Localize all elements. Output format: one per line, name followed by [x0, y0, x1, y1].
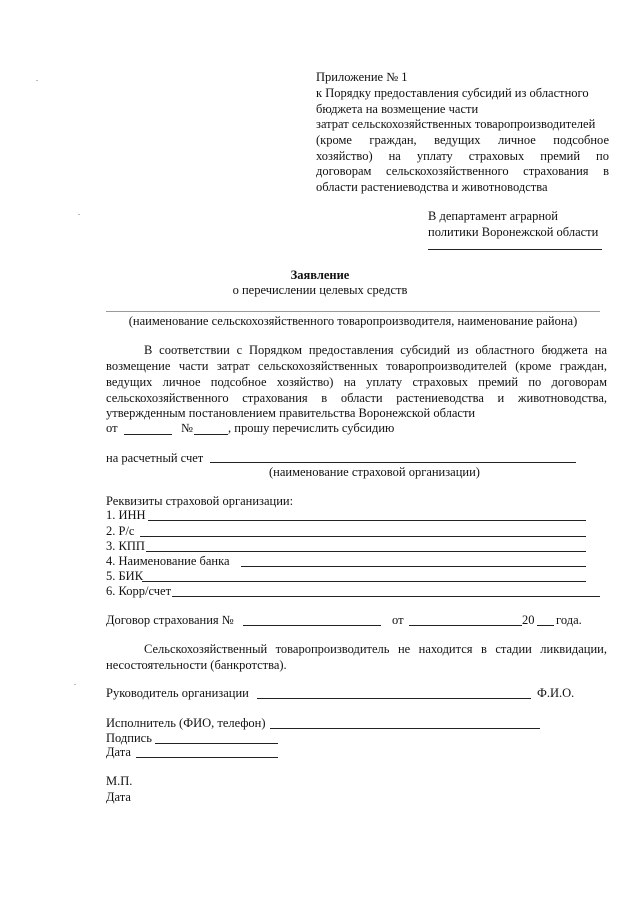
addressee-line: политики Воронежской области — [428, 225, 599, 239]
resolution-tail: , прошу перечислить субсидию — [228, 421, 395, 435]
paragraph-line: возмещение части затрат сельскохозяйственных товаропроизводителей (кроме граждан, — [106, 359, 607, 373]
account-label: на расчетный счет — [106, 451, 204, 465]
head-fio-label: Ф.И.О. — [537, 686, 575, 700]
paragraph-line: сельскохозяйственного страхования в области растениеводства и животноводства, — [106, 391, 607, 405]
appendix-line: бюджета на возмещение части — [316, 102, 479, 116]
statement-line: Сельскохозяйственный товаропроизводитель не находится в стадии ликвидации, — [144, 642, 607, 656]
contract-from-label: от — [392, 613, 404, 627]
executor-field[interactable] — [270, 728, 540, 729]
account-field[interactable] — [210, 462, 576, 463]
bik-field[interactable] — [142, 581, 586, 582]
appendix-line: затрат сельскохозяйственных товаропроизводителей — [316, 117, 596, 131]
resolution-from-label: от — [106, 421, 118, 435]
kpp-field[interactable] — [146, 551, 586, 552]
bank-name-field[interactable] — [241, 566, 586, 567]
contract-label: Договор страхования № — [106, 613, 234, 627]
scan-speck — [74, 684, 76, 685]
appendix-line: к Порядку предоставления субсидий из областного — [316, 86, 589, 100]
date2-label: Дата — [106, 790, 131, 804]
signature-field[interactable] — [155, 743, 278, 744]
statement-line: несостоятельности (банкротства). — [106, 658, 287, 672]
stamp-label: М.П. — [106, 774, 133, 788]
inn-field[interactable] — [148, 520, 586, 521]
head-signature-field[interactable] — [257, 698, 531, 699]
appendix-line: хозяйство) на уплату страховых премий по — [316, 149, 609, 163]
document-title: Заявление — [290, 268, 350, 282]
date-label: Дата — [106, 745, 131, 759]
requisites-header: Реквизиты страховой организации: — [106, 494, 294, 508]
resolution-number-label: № — [181, 421, 193, 435]
resolution-number-field[interactable] — [194, 434, 228, 435]
producer-name-line[interactable] — [106, 311, 600, 312]
contract-date-field[interactable] — [409, 625, 522, 626]
appendix-title: Приложение № 1 — [316, 70, 408, 84]
addressee-signature-line[interactable] — [428, 249, 602, 250]
date-field[interactable] — [136, 757, 278, 758]
contract-year-prefix: 20 — [522, 613, 535, 627]
scan-speck — [36, 80, 38, 81]
document-subtitle: о перечислении целевых средств — [232, 283, 408, 297]
resolution-date-field[interactable] — [124, 434, 172, 435]
paragraph-line: ведущих личное подсобное хозяйство) на уплату страховых премий по договорам — [106, 375, 607, 389]
appendix-line: области растениеводства и животноводства — [316, 180, 548, 194]
contract-year-field[interactable] — [537, 625, 554, 626]
requisite-label: 3. КПП — [106, 539, 145, 553]
requisite-label: 6. Корр/счет — [106, 584, 172, 598]
scan-speck — [78, 214, 80, 215]
paragraph-line: утвержденным постановлением правительства Воронежской области — [106, 406, 476, 420]
paragraph-line: В соответствии с Порядком предоставления субсидий из областного бюджета на — [144, 343, 607, 357]
account-caption: (наименование страховой организации) — [269, 465, 480, 479]
account-number-field[interactable] — [140, 536, 586, 537]
appendix-line: (кроме граждан, ведущих личное подсобное — [316, 133, 609, 147]
requisite-label: 5. БИК — [106, 569, 144, 583]
requisite-label: 2. Р/с — [106, 524, 135, 538]
addressee-line: В департамент аграрной — [428, 209, 558, 223]
head-label: Руководитель организации — [106, 686, 249, 700]
contract-year-suffix: года. — [556, 613, 582, 627]
producer-caption: (наименование сельскохозяйственного товаропроизводителя, наименование района) — [128, 314, 578, 328]
executor-label: Исполнитель (ФИО, телефон) — [106, 716, 266, 730]
requisite-label: 1. ИНН — [106, 508, 146, 522]
contract-number-field[interactable] — [243, 625, 381, 626]
requisite-label: 4. Наименование банка — [106, 554, 230, 568]
appendix-line: договорам сельскохозяйственного страхования в — [316, 164, 609, 178]
signature-label: Подпись — [106, 731, 152, 745]
corr-account-field[interactable] — [172, 596, 600, 597]
